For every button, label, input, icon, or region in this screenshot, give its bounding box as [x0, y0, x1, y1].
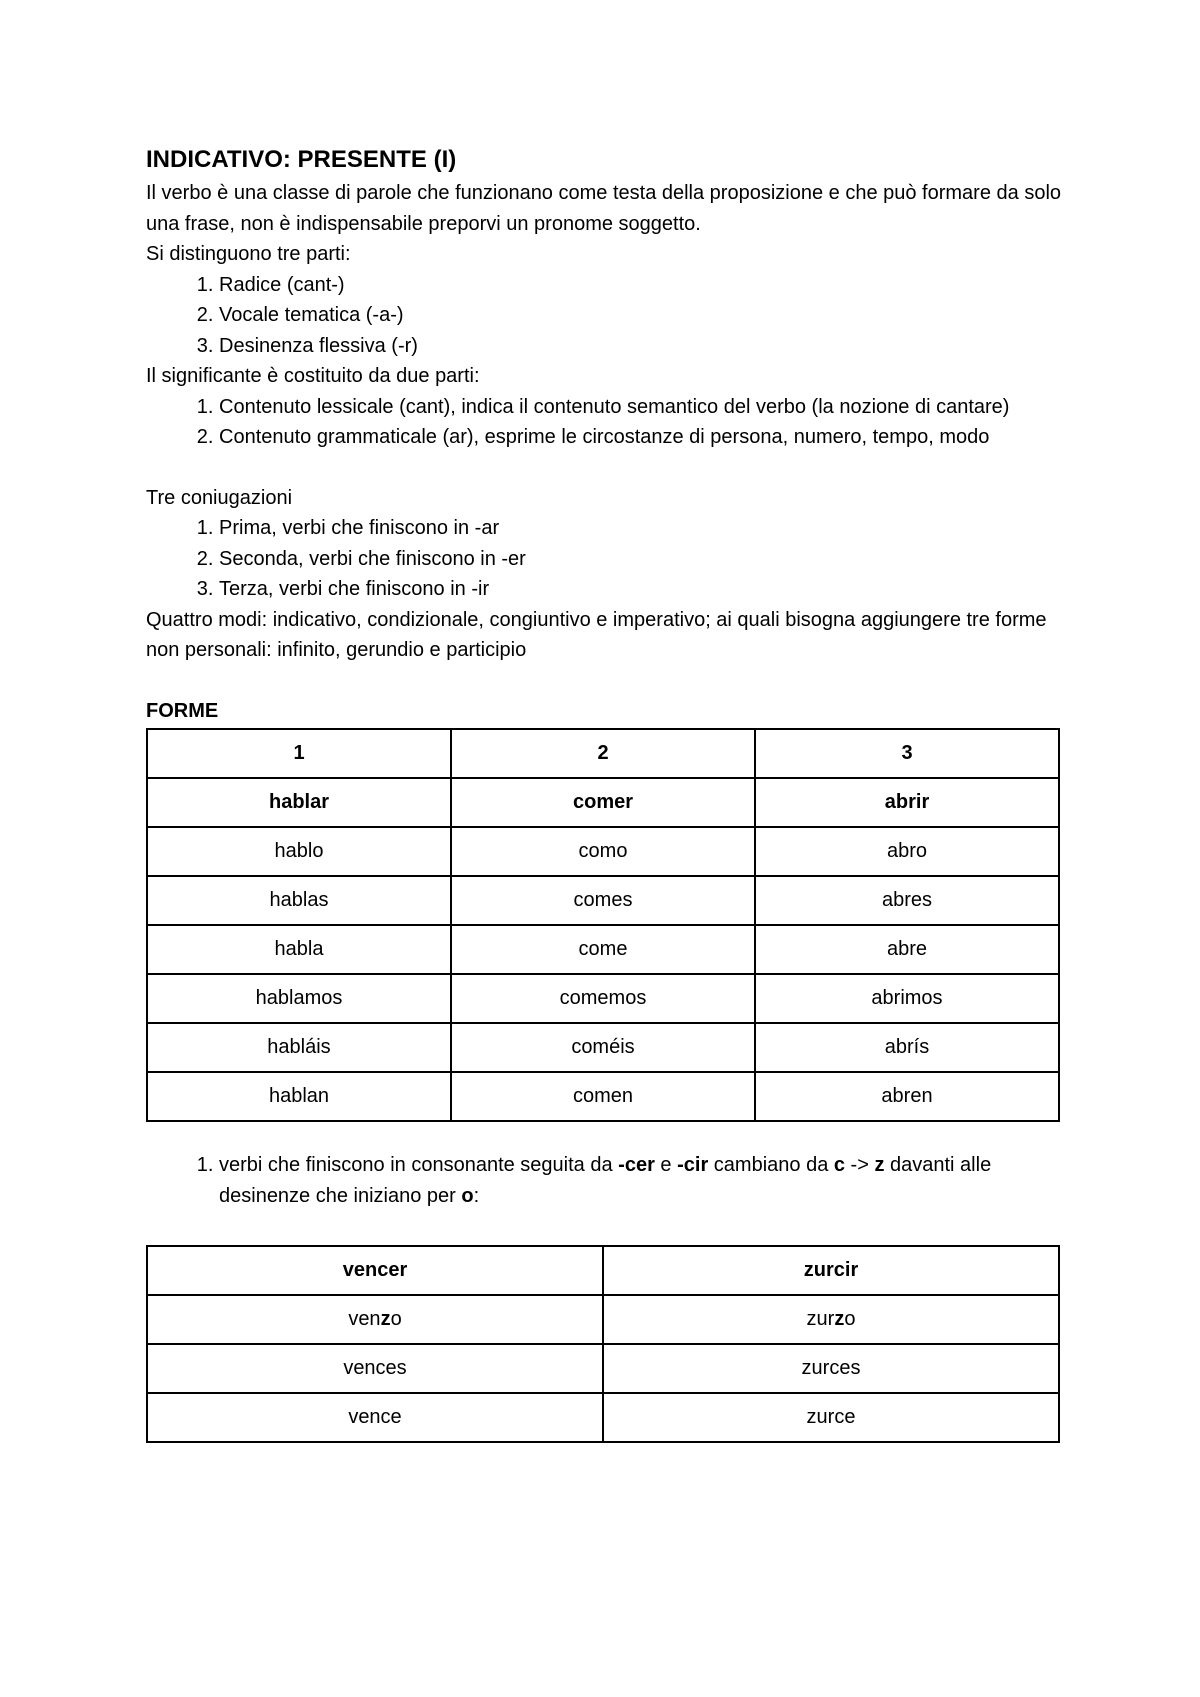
header-cell: 1: [147, 729, 451, 778]
table-cell: comen: [451, 1072, 755, 1121]
table-header-row: [147, 729, 1059, 778]
table-row: [147, 876, 1059, 925]
table-cell: coméis: [451, 1023, 755, 1072]
cz-note: 1. verbi che finiscono in consonante seguita da -cer e -cir cambiano da c -> z davanti alle desinenze che iniziano per o:: [219, 1150, 1062, 1211]
table-cell: habla: [147, 925, 451, 974]
table-cell: hablas: [147, 876, 451, 925]
table-verb-row: [147, 1246, 1059, 1295]
table-cell: comes: [451, 876, 755, 925]
cz-note-list: [146, 1150, 1062, 1211]
list-item: 2. Vocale tematica (-a-): [219, 300, 1062, 331]
list-item: 1. Contenuto lessicale (cant), indica il contenuto semantico del verbo (la nozione di cantare): [219, 392, 1062, 423]
list-item: 2. Seconda, verbi che finiscono in -er: [219, 544, 1062, 575]
significante-list: [146, 392, 1062, 453]
table-cell: abre: [755, 925, 1059, 974]
list-item: 1. Radice (cant-): [219, 270, 1062, 301]
table-cell: zurce: [603, 1393, 1059, 1442]
verb-cell: hablar: [147, 778, 451, 827]
modi-paragraph: Quattro modi: indicativo, condizionale, congiuntivo e imperativo; ai quali bisogna aggiungere tre forme non personali: infinito, gerundio e participio: [146, 608, 1047, 661]
header-cell: 2: [451, 729, 755, 778]
table-row: [147, 827, 1059, 876]
header-cell: 3: [755, 729, 1059, 778]
table-row: [147, 974, 1059, 1023]
table-cell: hablo: [147, 827, 451, 876]
table-cell: vence: [147, 1393, 603, 1442]
table-row: [147, 1344, 1059, 1393]
forme-table: [146, 728, 1060, 1122]
table-row: [147, 925, 1059, 974]
table-cell: abrís: [755, 1023, 1059, 1072]
table-cell: hablamos: [147, 974, 451, 1023]
table-cell: come: [451, 925, 755, 974]
significante-intro: Il significante è costituito da due parti:: [146, 365, 480, 387]
table-row: [147, 1295, 1059, 1344]
table-verb-row: [147, 778, 1059, 827]
coniugazioni-intro: Tre coniugazioni: [146, 486, 293, 509]
table-row: [147, 1072, 1059, 1121]
table-cell: como: [451, 827, 755, 876]
table-cell: abres: [755, 876, 1059, 925]
list-item: 3. Desinenza flessiva (-r): [219, 331, 1062, 362]
table-cell: abren: [755, 1072, 1059, 1121]
forme-title: FORME: [146, 699, 219, 722]
coniugazioni-list: [146, 513, 1062, 605]
parts-intro: Si distinguono tre parti:: [146, 243, 351, 265]
verb-cell: comer: [451, 778, 755, 827]
list-item: 3. Terza, verbi che finiscono in -ir: [219, 574, 1062, 605]
table-cell: comemos: [451, 974, 755, 1023]
table-cell: abro: [755, 827, 1059, 876]
table-cell: zurzo: [603, 1295, 1059, 1344]
table-cell: vences: [147, 1344, 603, 1393]
verb-cell: abrir: [755, 778, 1059, 827]
intro-paragraph: Il verbo è una classe di parole che funzionano come testa della proposizione e che può formare da solo una frase, non è indispensabile preporvi un pronome soggetto.: [146, 182, 1062, 235]
document-page: [146, 142, 1062, 1443]
table-cell: zurces: [603, 1344, 1059, 1393]
table-row: [147, 1023, 1059, 1072]
list-item: 1. Prima, verbi che finiscono in -ar: [219, 513, 1062, 544]
verb-cell: vencer: [147, 1246, 603, 1295]
table-cell: venzo: [147, 1295, 603, 1344]
table-cell: habláis: [147, 1023, 451, 1072]
table-row: [147, 1393, 1059, 1442]
verb-cell: zurcir: [603, 1246, 1059, 1295]
table-cell: abrimos: [755, 974, 1059, 1023]
table-cell: hablan: [147, 1072, 451, 1121]
cz-table: [146, 1245, 1060, 1443]
list-item: 2. Contenuto grammaticale (ar), esprime le circostanze di persona, numero, tempo, modo: [219, 422, 1062, 453]
page-title: INDICATIVO: PRESENTE (I): [146, 146, 457, 173]
parts-list: [146, 270, 1062, 362]
